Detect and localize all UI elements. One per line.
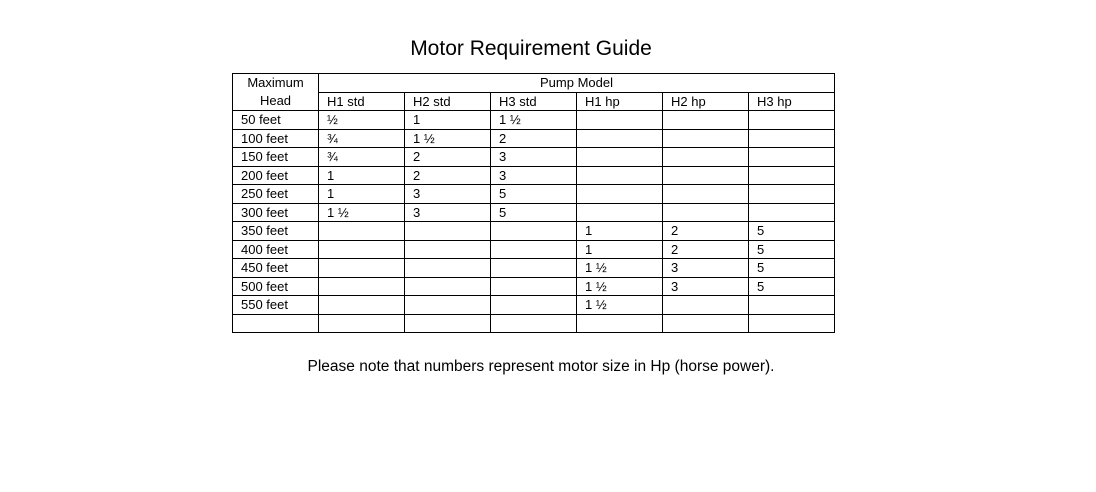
- head-cell: 450 feet: [233, 259, 319, 278]
- motor-size-cell: [319, 314, 405, 333]
- motor-size-cell: [749, 314, 835, 333]
- motor-size-cell: [663, 111, 749, 130]
- motor-size-cell: [319, 240, 405, 259]
- motor-size-cell: 2: [405, 148, 491, 167]
- motor-size-cell: 3: [491, 166, 577, 185]
- motor-size-cell: 1 ½: [577, 259, 663, 278]
- column-header: H2 hp: [663, 92, 749, 111]
- motor-size-cell: [405, 259, 491, 278]
- table-row: [233, 166, 835, 185]
- motor-size-cell: 5: [749, 259, 835, 278]
- motor-size-cell: [749, 185, 835, 204]
- motor-size-cell: [491, 277, 577, 296]
- table-row: [233, 203, 835, 222]
- motor-size-cell: [577, 314, 663, 333]
- motor-size-cell: 2: [663, 240, 749, 259]
- motor-size-cell: 1 ½: [491, 111, 577, 130]
- table-row: [233, 314, 835, 333]
- motor-size-cell: [577, 129, 663, 148]
- motor-size-cell: [319, 277, 405, 296]
- motor-size-cell: [577, 148, 663, 167]
- motor-size-cell: [577, 185, 663, 204]
- head-cell: 250 feet: [233, 185, 319, 204]
- motor-size-cell: [319, 222, 405, 241]
- table-row: [233, 222, 835, 241]
- motor-size-cell: [577, 203, 663, 222]
- table-row: [233, 129, 835, 148]
- motor-size-cell: 5: [491, 203, 577, 222]
- max-head-header-line1: Maximum: [247, 75, 304, 90]
- head-cell: 550 feet: [233, 296, 319, 315]
- header-row-columns: [233, 92, 835, 111]
- motor-size-cell: 3: [405, 185, 491, 204]
- motor-size-cell: [663, 296, 749, 315]
- motor-size-cell: [749, 203, 835, 222]
- max-head-header-line2: Head: [259, 93, 292, 108]
- motor-size-cell: 1: [319, 166, 405, 185]
- column-header: H3 hp: [749, 92, 835, 111]
- motor-size-cell: [319, 259, 405, 278]
- motor-size-cell: [405, 277, 491, 296]
- motor-size-cell: [577, 166, 663, 185]
- motor-size-cell: 2: [405, 166, 491, 185]
- head-cell: 150 feet: [233, 148, 319, 167]
- head-cell: 100 feet: [233, 129, 319, 148]
- motor-size-cell: [405, 314, 491, 333]
- footnote: Please note that numbers represent motor size in Hp (horse power).: [307, 358, 775, 375]
- motor-size-cell: [319, 296, 405, 315]
- motor-size-cell: [491, 296, 577, 315]
- motor-size-cell: 2: [663, 222, 749, 241]
- motor-size-cell: [663, 129, 749, 148]
- head-cell: 50 feet: [233, 111, 319, 130]
- motor-size-cell: [405, 240, 491, 259]
- motor-size-cell: [663, 148, 749, 167]
- motor-size-cell: 1 ½: [577, 296, 663, 315]
- motor-size-cell: [663, 166, 749, 185]
- head-cell: 500 feet: [233, 277, 319, 296]
- motor-size-cell: 3: [663, 277, 749, 296]
- head-cell: 300 feet: [233, 203, 319, 222]
- head-cell: 200 feet: [233, 166, 319, 185]
- motor-size-cell: 1 ½: [577, 277, 663, 296]
- column-header: H1 std: [319, 92, 405, 111]
- motor-size-cell: 5: [749, 222, 835, 241]
- motor-size-cell: 1: [405, 111, 491, 130]
- motor-size-cell: 1: [319, 185, 405, 204]
- motor-size-cell: [405, 296, 491, 315]
- motor-size-cell: 1: [577, 222, 663, 241]
- motor-size-cell: 1 ½: [405, 129, 491, 148]
- motor-size-cell: 5: [491, 185, 577, 204]
- motor-size-cell: [663, 185, 749, 204]
- motor-size-cell: 3: [405, 203, 491, 222]
- column-header: H3 std: [491, 92, 577, 111]
- motor-size-cell: [663, 314, 749, 333]
- head-cell: 400 feet: [233, 240, 319, 259]
- motor-size-cell: [749, 148, 835, 167]
- motor-size-cell: 3: [663, 259, 749, 278]
- column-header: H1 hp: [577, 92, 663, 111]
- page-title: Motor Requirement Guide: [410, 37, 652, 60]
- table-row: [233, 277, 835, 296]
- motor-size-cell: 1: [577, 240, 663, 259]
- motor-size-cell: 3: [491, 148, 577, 167]
- motor-size-cell: [749, 296, 835, 315]
- motor-size-cell: [663, 203, 749, 222]
- motor-requirement-table: [232, 73, 835, 333]
- table-row: [233, 296, 835, 315]
- head-cell: [233, 314, 319, 333]
- motor-size-cell: [577, 111, 663, 130]
- column-header: H2 std: [405, 92, 491, 111]
- head-cell: 350 feet: [233, 222, 319, 241]
- max-head-header: [233, 74, 319, 111]
- header-row-group: [233, 74, 835, 93]
- motor-size-cell: [491, 222, 577, 241]
- motor-size-cell: [491, 314, 577, 333]
- motor-size-cell: [749, 111, 835, 130]
- motor-size-cell: 1 ½: [319, 203, 405, 222]
- motor-size-cell: 2: [491, 129, 577, 148]
- table-row: [233, 111, 835, 130]
- table-row: [233, 259, 835, 278]
- motor-size-cell: ¾: [319, 129, 405, 148]
- motor-size-cell: ¾: [319, 148, 405, 167]
- table-row: [233, 240, 835, 259]
- motor-size-cell: [405, 222, 491, 241]
- motor-size-cell: 5: [749, 240, 835, 259]
- pump-model-header: Pump Model: [319, 74, 835, 93]
- motor-size-cell: [491, 240, 577, 259]
- table-row: [233, 148, 835, 167]
- motor-size-cell: [491, 259, 577, 278]
- motor-size-cell: ½: [319, 111, 405, 130]
- motor-size-cell: 5: [749, 277, 835, 296]
- motor-size-cell: [749, 129, 835, 148]
- table-row: [233, 185, 835, 204]
- motor-size-cell: [749, 166, 835, 185]
